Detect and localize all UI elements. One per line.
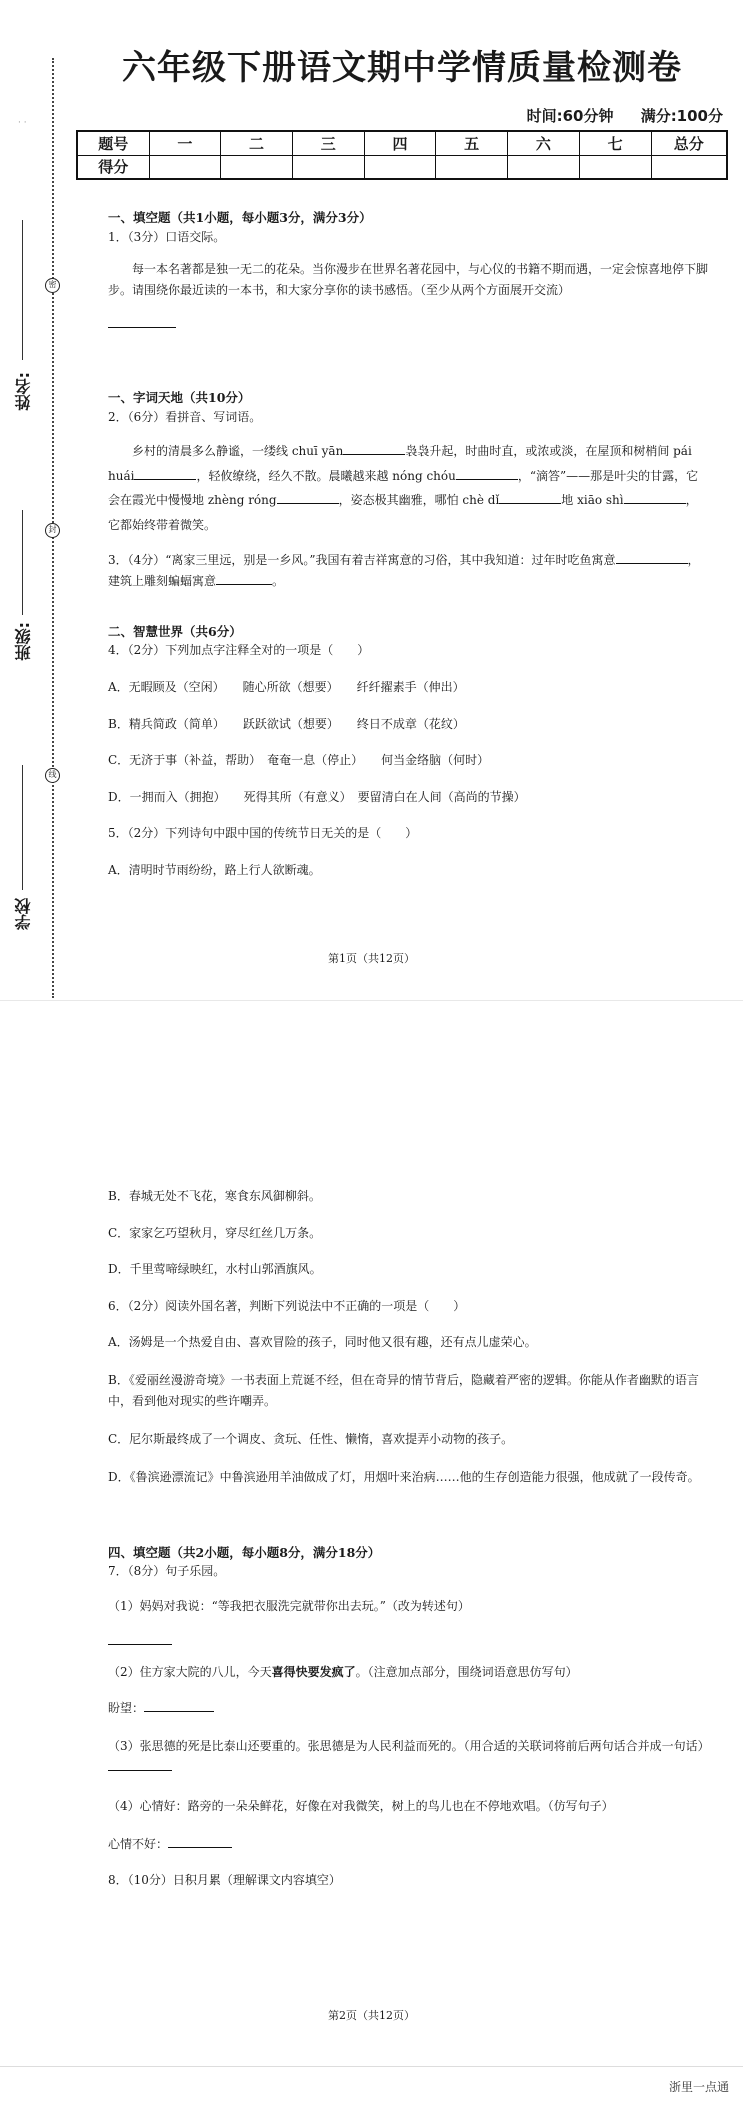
bottom-divider [0, 2066, 743, 2067]
score-header-cell: 五 [436, 131, 508, 155]
section-heading: 二、智慧世界（共6分） [108, 624, 242, 639]
question-7-4: （4）心情好：路旁的一朵朵鲜花，好像在对我微笑，树上的鸟儿也在不停地欢唱。（仿写句子） [108, 1798, 614, 1813]
score-cell[interactable] [651, 155, 727, 179]
score-cell[interactable] [292, 155, 364, 179]
binding-circle-mi: 密 [45, 278, 60, 293]
section-2 [108, 388, 708, 593]
score-cell[interactable] [436, 155, 508, 179]
score-header-cell: 四 [364, 131, 436, 155]
answer-blank[interactable] [343, 454, 405, 455]
section-1 [108, 208, 708, 328]
question-6: 6．（2分）阅读外国名著，判断下列说法中不正确的一项是（ ） [108, 1298, 466, 1313]
exam-time: 时间:60分钟 [526, 107, 614, 125]
student-name-label: 姓名: [14, 372, 33, 411]
question-2-text-part: ，它都始终带着微笑。 [108, 493, 698, 532]
answer-blank[interactable] [499, 503, 561, 504]
scan-mark: · · [18, 118, 27, 128]
option-d[interactable]: D．千里莺啼绿映红，水村山郭酒旗风。 [108, 1262, 322, 1277]
question-7-1: （1）妈妈对我说：“等我把衣服洗完就带你出去玩。”（改为转述句） [108, 1598, 470, 1613]
answer-blank[interactable] [456, 479, 518, 480]
score-cell[interactable] [221, 155, 293, 179]
score-cell[interactable] [364, 155, 436, 179]
score-cell[interactable] [508, 155, 580, 179]
option-b[interactable]: B．《爱丽丝漫游奇境》一书表面上荒诞不经，但在奇异的情节背后，隐藏着严密的逻辑。你能从作者幽默的语言中，看到他对现实的些许嘲弄。 [108, 1372, 699, 1408]
answer-line[interactable] [108, 327, 708, 328]
option-d[interactable]: D．《鲁滨逊漂流记》中鲁滨逊用羊油做成了灯，用烟叶来治病……他的生存创造能力很强，他成就了一段传奇。 [108, 1469, 700, 1484]
student-name-field[interactable] [22, 220, 24, 360]
score-header-cell: 六 [508, 131, 580, 155]
option-a[interactable]: A．清明时节雨纷纷，路上行人欲断魂。 [108, 862, 321, 877]
score-header-cell: 总分 [651, 131, 727, 155]
score-cell[interactable] [579, 155, 651, 179]
exam-full-score: 满分:100分 [640, 107, 723, 125]
class-field[interactable] [22, 510, 24, 615]
binding-circle-feng: 封 [45, 523, 60, 538]
score-header-cell: 七 [579, 131, 651, 155]
answer-blank[interactable] [616, 563, 688, 564]
brand-watermark: 浙里一点通 [668, 2080, 729, 2094]
school-label: 学校 [14, 898, 33, 930]
option-c[interactable]: C．家家乞巧望秋月，穿尽红丝几万条。 [108, 1225, 322, 1240]
answer-blank[interactable] [168, 1847, 232, 1848]
score-header-cell: 一 [149, 131, 221, 155]
question-7: 7．（8分）句子乐园。 [108, 1564, 226, 1579]
section-heading: 一、字词天地（共10分） [108, 390, 251, 405]
score-table-header-row [77, 131, 727, 155]
question-2-text-part: ，姿态极其幽雅，哪怕 chè dǐ [338, 493, 500, 508]
question-3 [108, 550, 708, 593]
question-2-text-part: 乡村的清晨多么静谧，一缕线 chuī yān [132, 444, 344, 459]
exam-meta [505, 105, 723, 126]
question-1-text: 每一本名著都是独一无二的花朵。当你漫步在世界名著花园中，与心仪的书籍不期而遇，一定会惊喜地停下脚步。请围绕你最近读的一本书，和大家分享你的读书感悟。（至少从两个方面展开交流） [108, 262, 709, 298]
question-2-text-part: ，“滴答”——那是叶尖的甘露，它会在霞光中慢慢地 zhèng róng [108, 468, 699, 508]
question-7-3 [108, 1736, 708, 1778]
question-2-text [108, 439, 708, 537]
page-footer: 第1页（共12页） [328, 952, 415, 965]
question-2-text-part: 袅袅升起，时曲时直，或浓或淡，在屋顶和树梢间 pái huái [108, 444, 692, 483]
score-table [76, 130, 728, 180]
score-header-cell: 题号 [77, 131, 149, 155]
answer-blank[interactable] [216, 584, 272, 585]
exam-title: 六年级下册语文期中学情质量检测卷 [122, 48, 682, 88]
section-heading: 一、填空题（共1小题，每小题3分，满分3分） [108, 210, 372, 225]
exam-page-1 [0, 0, 743, 1000]
section-3-continued [108, 1187, 708, 1488]
answer-blank[interactable] [108, 1770, 172, 1771]
question-3-text: 。 [272, 574, 285, 589]
question-5: 5．（2分）下列诗句中跟中国的传统节日无关的是（ ） [108, 826, 418, 841]
answer-blank[interactable] [134, 479, 196, 480]
binding-circle-xian: 线 [45, 768, 60, 783]
option-a[interactable]: A．汤姆是一个热爱自由、喜欢冒险的孩子，同时他又很有趣，还有点儿虚荣心。 [108, 1335, 537, 1350]
dotted-emphasis: 喜得快要发疯了 [271, 1664, 356, 1679]
question-4: 4．（2分）下列加点字注释全对的一项是（ ） [108, 643, 370, 658]
question-7-2-answer [108, 1699, 708, 1718]
question-2-text-part: ，轻攸缭绕，经久不散。晨曦越来越 nóng chóu [196, 468, 456, 483]
page-footer: 第2页（共12页） [328, 2009, 415, 2022]
question-7-2-text: （2）住方家大院的八儿，今天 [108, 1664, 272, 1679]
option-d[interactable]: D．一拥而入（拥抱） 死得其所（有意义） 要留清白在人间（高尚的节操） [108, 789, 526, 804]
question-3-text: ，建筑上雕刻蝙蝠寓意 [108, 552, 700, 589]
answer-blank[interactable] [624, 503, 686, 504]
question-8: 8．（10分）日积月累（理解课文内容填空） [108, 1873, 341, 1888]
option-c[interactable]: C．无济于事（补益，帮助） 奄奄一息（停止） 何当金络脑（何时） [108, 753, 490, 768]
question-7-2 [108, 1663, 708, 1682]
score-row-label: 得分 [77, 155, 149, 179]
section-heading: 四、填空题（共2小题，每小题8分，满分18分） [108, 1545, 381, 1560]
score-cell[interactable] [149, 155, 221, 179]
question-2-text-part: 地 xiāo shì [561, 493, 624, 508]
question-7-4-answer [108, 1835, 708, 1854]
question-2: 2．（6分）看拼音、写词语。 [108, 410, 262, 424]
option-b[interactable]: B．春城无处不飞花，寒食东风御柳斜。 [108, 1189, 321, 1203]
option-b[interactable]: B．精兵简政（简单） 跃跃欲试（想要） 终日不成章（花纹） [108, 716, 465, 731]
class-label: 班级: [14, 622, 33, 661]
score-header-cell: 二 [221, 131, 293, 155]
section-4 [108, 1543, 708, 1890]
answer-line[interactable] [108, 1644, 708, 1645]
score-table-score-row [77, 155, 727, 179]
option-c[interactable]: C．尼尔斯最终成了一个调皮、贪玩、任性、懒惰，喜欢提弄小动物的孩子。 [108, 1431, 514, 1446]
question-3-text: 3．（4分）“离家三里远，别是一乡风。”我国有着吉祥寓意的习俗，其中我知道：过年时吃鱼寓意 [108, 552, 616, 567]
exam-page-2 [0, 1000, 743, 2065]
question-1: 1．（3分）口语交际。 [108, 230, 226, 244]
score-header-cell: 三 [292, 131, 364, 155]
answer-blank[interactable] [277, 503, 339, 504]
question-7-2-text: 。（注意加点部分，围绕词语意思仿写句） [355, 1664, 578, 1679]
answer-prefix: 心情不好： [108, 1836, 169, 1851]
question-7-3-text: （3）张思德的死是比泰山还要重的。张思德是为人民利益而死的。（用合适的关联词将前后两句话合并成一句话） [108, 1738, 710, 1753]
answer-blank[interactable] [144, 1711, 214, 1712]
section-3 [108, 622, 708, 880]
school-field[interactable] [22, 765, 24, 890]
answer-prefix: 盼望： [108, 1701, 145, 1716]
option-a[interactable]: A．无暇顾及（空闲） 随心所欲（想要） 纤纤擢素手（伸出） [108, 679, 465, 694]
